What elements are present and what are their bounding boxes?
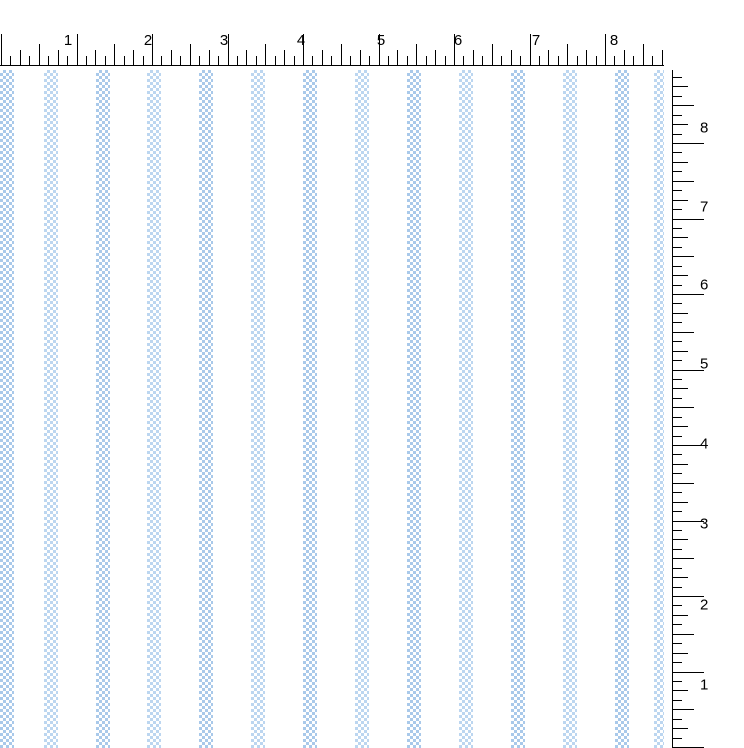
ruler-tick [124,56,125,66]
ruler-label: 7 [531,32,541,49]
ruler-tick [672,662,682,663]
ruler-tick [426,56,427,66]
ruler-tick [672,134,682,135]
ruler-tick [672,473,682,474]
fabric-stripe [303,70,317,748]
ruler-tick [171,50,172,66]
ruler-tick [350,56,351,66]
ruler-tick [322,50,323,66]
ruler-tick [20,50,21,66]
ruler-tick [672,285,682,286]
ruler-tick [605,34,606,66]
fabric-stripe [147,70,161,748]
fabric-stripe [511,70,525,748]
ruler-tick [672,709,694,710]
ruler-tick [265,44,266,66]
ruler-tick [492,44,493,66]
ruler-tick [672,587,682,588]
ruler-tick [388,56,389,66]
fabric-stripe [355,70,369,748]
ruler-tick [672,615,688,616]
ruler-tick [435,50,436,66]
ruler-tick [672,700,682,701]
fabric-stripe [251,70,265,748]
ruler-tick [29,56,30,66]
ruler-tick [672,558,694,559]
ruler-tick [161,56,162,66]
ruler-tick [672,483,694,484]
ruler-label: 5 [700,355,709,373]
ruler-tick [672,634,694,635]
ruler-label: 6 [453,32,463,49]
fabric-stripe [459,70,473,748]
ruler-tick [407,56,408,66]
ruler-tick [482,56,483,66]
ruler-tick [672,502,688,503]
ruler-label: 4 [700,435,709,453]
ruler-tick [672,124,688,125]
ruler-tick [501,56,502,66]
fabric-stripe [199,70,213,748]
ruler-tick [86,56,87,66]
ruler-label: 8 [700,119,709,137]
ruler-tick [672,86,688,87]
ruler-tick [662,50,663,66]
ruler-tick [275,56,276,66]
ruler-tick [672,719,682,720]
ruler-tick [209,50,210,66]
ruler-tick [567,44,568,66]
ruler-tick [369,56,370,66]
ruler-tick [672,426,688,427]
ruler-tick [672,738,682,739]
ruler-tick [577,56,578,66]
ruler-tick [672,728,688,729]
ruler-label: 8 [609,32,619,49]
ruler-tick [341,44,342,66]
ruler-tick [633,56,634,66]
ruler-tick [67,56,68,66]
fabric-stripe [654,70,664,748]
ruler-tick [133,50,134,66]
ruler-tick [672,341,682,342]
ruler-tick [672,407,694,408]
ruler-tick [672,115,682,116]
fabric-stripe [44,70,58,748]
ruler-tick [672,388,688,389]
ruler-tick [596,56,597,66]
ruler-tick [672,200,688,201]
ruler-tick [672,464,688,465]
ruler-tick [558,56,559,66]
ruler-tick [218,56,219,66]
ruler-tick [246,50,247,66]
ruler-tick [672,322,682,323]
ruler-tick [416,44,417,66]
ruler-tick [672,77,682,78]
ruler-tick [672,568,682,569]
horizontal-ruler [0,0,744,70]
ruler-tick [672,247,682,248]
fabric-stripe [563,70,577,748]
ruler-label: 1 [63,32,73,49]
ruler-tick [672,219,704,220]
ruler-tick [672,360,682,361]
ruler-tick [672,643,682,644]
ruler-tick [672,681,682,682]
ruler-tick [672,209,682,210]
ruler-tick [360,50,361,66]
ruler-tick [10,56,11,66]
ruler-tick [1,34,2,66]
ruler-tick [105,56,106,66]
ruler-tick [114,44,115,66]
ruler-tick [672,549,682,550]
ruler-tick [672,351,688,352]
ruler-tick [672,398,682,399]
ruler-tick [672,171,682,172]
ruler-tick [672,417,682,418]
ruler-tick [331,56,332,66]
vertical-ruler [664,70,744,748]
ruler-tick [445,56,446,66]
ruler-tick [672,454,682,455]
ruler-label: 2 [143,32,153,49]
fabric-stripe [407,70,421,748]
ruler-tick [48,56,49,66]
striped-fabric-swatch [0,70,664,748]
ruler-tick [624,50,625,66]
ruler-tick [520,56,521,66]
ruler-tick [672,539,688,540]
ruler-tick [312,56,313,66]
ruler-label: 6 [700,276,709,294]
ruler-tick [672,672,704,673]
ruler-tick [672,379,682,380]
horizontal-ruler-baseline [0,65,664,66]
ruler-tick [672,436,682,437]
fabric-stripe [0,70,14,748]
ruler-tick [672,624,682,625]
ruler-tick [284,50,285,66]
ruler-tick [672,162,688,163]
ruler-tick [294,56,295,66]
ruler-tick [672,605,682,606]
ruler-tick [548,50,549,66]
ruler-tick [672,492,682,493]
ruler-tick [643,44,644,66]
fabric-stripe [96,70,110,748]
ruler-tick [652,56,653,66]
ruler-tick [672,256,694,257]
ruler-tick [190,44,191,66]
fabric-stripe [615,70,629,748]
ruler-label: 3 [219,32,229,49]
ruler-tick [672,530,682,531]
ruler-tick [672,275,688,276]
ruler-tick [672,228,682,229]
ruler-tick [180,56,181,66]
ruler-label: 3 [700,515,709,533]
ruler-tick [672,181,694,182]
ruler-tick [397,50,398,66]
ruler-tick [39,44,40,66]
ruler-tick [672,190,682,191]
ruler-tick [143,56,144,66]
ruler-tick [672,511,682,512]
ruler-tick [256,56,257,66]
ruler-tick [672,96,682,97]
ruler-tick [237,56,238,66]
ruler-tick [672,237,688,238]
ruler-tick [614,56,615,66]
ruler-tick [672,294,704,295]
ruler-tick [672,266,682,267]
ruler-tick [672,313,688,314]
ruler-tick [463,56,464,66]
ruler-tick [586,50,587,66]
ruler-tick [672,152,682,153]
ruler-tick [672,143,704,144]
ruler-label: 7 [700,198,709,216]
ruler-tick [672,105,694,106]
ruler-label: 4 [296,32,306,49]
ruler-tick [672,653,688,654]
ruler-tick [672,577,688,578]
ruler-label: 5 [376,32,386,49]
ruler-tick [672,332,694,333]
ruler-tick [511,50,512,66]
ruler-label: 2 [700,596,709,614]
ruler-tick [95,50,96,66]
ruler-tick [672,303,682,304]
ruler-label: 1 [700,676,709,694]
ruler-tick [58,50,59,66]
ruler-tick [539,56,540,66]
ruler-tick [199,56,200,66]
ruler-tick [473,50,474,66]
ruler-tick [77,34,78,66]
ruler-tick [672,690,688,691]
